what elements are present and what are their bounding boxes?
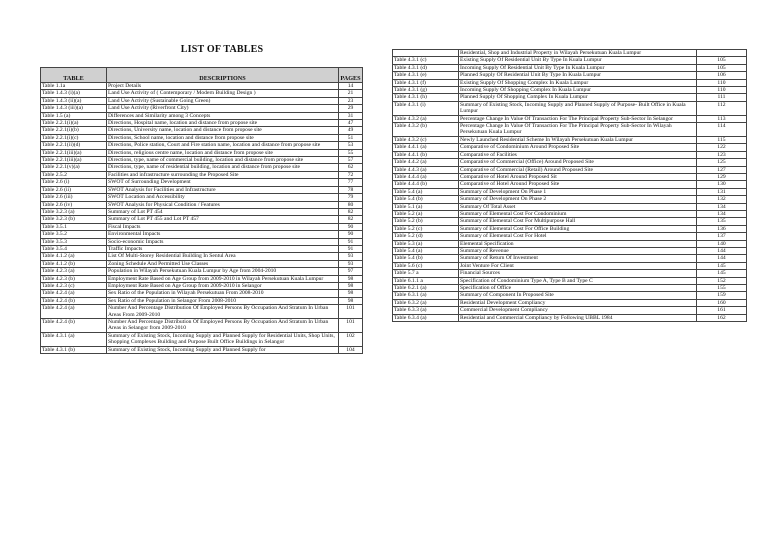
table-number-cell: Table 1.4.3 (i)(a) xyxy=(41,90,107,97)
description-cell: Existing Supply Of Shopping Complex In Kuala Lumpur xyxy=(459,79,697,86)
table-number-cell: Table 5.1 (a) xyxy=(393,203,459,210)
table-number-cell: Table 2.6 (ii) xyxy=(41,186,107,193)
page-cell: 123 xyxy=(697,151,747,158)
table-row xyxy=(393,64,747,71)
table-number-cell: Table 6.1.1 a xyxy=(393,277,459,284)
page-cell: 140 xyxy=(697,240,747,247)
table-number-cell: Table 6.3.1 (a) xyxy=(393,292,459,299)
description-cell: List Of Multi-Storey Residential Building In Sentul Area xyxy=(107,253,339,260)
page-cell: 91 xyxy=(339,245,363,252)
description-cell: Summary of Lot PT 454 xyxy=(107,208,339,215)
table-number-cell: Table 4.2.4 (a) xyxy=(41,305,107,319)
page-cell: 161 xyxy=(697,307,747,314)
table-row xyxy=(393,314,747,321)
table-number-cell: Table 4.2.4 (a) xyxy=(41,290,107,297)
table-number-cell: Table 3.5.3 xyxy=(41,238,107,245)
page-cell: 31 xyxy=(339,112,363,119)
table-row xyxy=(41,127,363,134)
page-cell: 98 xyxy=(339,297,363,304)
table-row xyxy=(41,186,363,193)
page-cell: 51 xyxy=(339,134,363,141)
description-cell: Sex Ratio of the Population in Wilayah Persekutuan From 2008-2010 xyxy=(107,290,339,297)
description-cell: Directions, School name, location and distance from propose site xyxy=(107,134,339,141)
page-cell: 90 xyxy=(339,231,363,238)
table-row xyxy=(393,247,747,254)
table-row xyxy=(41,112,363,119)
table-number-cell: Table 4.3.1 (f) xyxy=(393,79,459,86)
description-cell: Summary of Existing Stock, Incoming Supply and Planned Supply for Residential Units, Shop Units, Shopping Complexes Building and Purpose Built Office Buildings in Selangor xyxy=(107,332,339,346)
description-cell: Comparative of Commercial (Office) Around Proposed Site xyxy=(459,159,697,166)
table-row xyxy=(41,171,363,178)
table-number-cell: Table 5.2 (d) xyxy=(393,233,459,240)
page-cell: 105 xyxy=(697,57,747,64)
page-cell: 155 xyxy=(697,285,747,292)
table-number-cell: Table 2.2.1(v)(a) xyxy=(41,164,107,171)
description-cell: Sex Ratio of the Population in Selangor From 2008-2010 xyxy=(107,297,339,304)
page-cell: 125 xyxy=(697,159,747,166)
table-number-cell: Table 3.5.4 xyxy=(41,245,107,252)
table-number-cell: Table 4.2.4 (b) xyxy=(41,297,107,304)
page-cell: 57 xyxy=(339,157,363,164)
page-cell: 101 xyxy=(339,319,363,333)
table-row xyxy=(393,159,747,166)
page-cell: 49 xyxy=(339,127,363,134)
page-cell: 106 xyxy=(697,72,747,79)
page-title: LIST OF TABLES xyxy=(180,44,264,55)
table-number-cell: Table 5.4 (b) xyxy=(393,255,459,262)
description-cell: SWOT Analysis for Physical Condition / Features xyxy=(107,201,339,208)
description-cell: Directions, religious centre name, location and distance from propose site xyxy=(107,149,339,156)
table-row xyxy=(393,299,747,306)
page-cell: 144 xyxy=(697,247,747,254)
description-cell: Residential Development Compliancy xyxy=(459,299,697,306)
table-row xyxy=(393,285,747,292)
description-cell: Planned Supply Of Residential Unit By Type In Kuala Lumpur xyxy=(459,72,697,79)
table-number-cell: Table 2.2.1(ii)(d) xyxy=(41,142,107,149)
table-number-cell: Table 2.6 (iii) xyxy=(41,194,107,201)
table-number-cell: Table 4.3.2 (b) xyxy=(393,123,459,137)
table-number-cell: Table 5.2 (a) xyxy=(393,210,459,217)
page-cell: 55 xyxy=(339,149,363,156)
table-row xyxy=(393,50,747,57)
page-cell: 112 xyxy=(697,101,747,115)
header-pages: PAGES xyxy=(339,68,363,83)
page-cell: 145 xyxy=(697,262,747,269)
table-row xyxy=(41,275,363,282)
table-row xyxy=(41,97,363,104)
description-cell: Financial Sources xyxy=(459,270,697,277)
page-cell: 14 xyxy=(339,83,363,90)
page-cell: 110 xyxy=(697,79,747,86)
table-number-cell: Table 1.5 (a) xyxy=(41,112,107,119)
page-cell: 47 xyxy=(339,120,363,127)
table-row xyxy=(41,194,363,201)
table-row xyxy=(41,83,363,90)
description-cell: Directions, Hospital name, location and distance from propose site xyxy=(107,120,339,127)
table-row xyxy=(41,120,363,127)
description-cell: Summary of Elemental Cost For Multipurpose Hall xyxy=(459,218,697,225)
page-cell: 162 xyxy=(697,314,747,321)
table-row xyxy=(41,216,363,223)
page-cell: 82 xyxy=(339,216,363,223)
table-row xyxy=(41,201,363,208)
table-row xyxy=(41,90,363,97)
page-cell: 144 xyxy=(697,255,747,262)
table-number-cell: Table 5.6 (c) xyxy=(393,262,459,269)
description-cell: Summary of Lot PT 455 and Lot PT 457 xyxy=(107,216,339,223)
description-cell: SWOT Location and Accessibility xyxy=(107,194,339,201)
description-cell: Elemental Specification xyxy=(459,240,697,247)
page-cell: 62 xyxy=(339,164,363,171)
table-row xyxy=(41,164,363,171)
description-cell: Zoning Schedule And Permitted Use Classes xyxy=(107,260,339,267)
table-row xyxy=(393,233,747,240)
table-number-cell: Table 6.3.3 (a) xyxy=(393,307,459,314)
header-row xyxy=(41,68,363,83)
left-table xyxy=(40,67,363,354)
description-cell: Existing Supply Of Residential Unit By Type In Kuala Lumpur xyxy=(459,57,697,64)
page-cell: 115 xyxy=(697,136,747,143)
table-row xyxy=(41,305,363,319)
page-cell: 80 xyxy=(339,201,363,208)
table-row xyxy=(41,297,363,304)
page-cell: 131 xyxy=(697,188,747,195)
table-row xyxy=(393,225,747,232)
description-cell: Number And Percentage Distribution Of Employed Persons By Occupation And Stratum In Urban Areas From 2009-2010 xyxy=(107,305,339,319)
page-cell: 79 xyxy=(339,194,363,201)
table-number-cell: Table 6.2.1 (a) xyxy=(393,285,459,292)
table-row xyxy=(41,179,363,186)
page-cell: 134 xyxy=(697,210,747,217)
page-cell: 104 xyxy=(339,346,363,353)
description-cell: Commercial Development Compliancy xyxy=(459,307,697,314)
table-number-cell: Table 4.3.1 (d) xyxy=(393,64,459,71)
page-cell: 78 xyxy=(339,186,363,193)
page-cell: 93 xyxy=(339,253,363,260)
table-row xyxy=(41,231,363,238)
description-cell: Socio-economic Impacts xyxy=(107,238,339,245)
header-table: TABLE xyxy=(41,68,107,83)
table-row xyxy=(393,188,747,195)
description-cell: Comparative of Condominium Around Proposed Site xyxy=(459,144,697,151)
table-number-cell: Table 4.3.1 (e) xyxy=(393,72,459,79)
page-cell: 114 xyxy=(697,123,747,137)
description-cell: Comparative of Commercial (Retail) Around Proposed Site xyxy=(459,166,697,173)
table-row xyxy=(393,166,747,173)
table-row xyxy=(41,149,363,156)
table-row xyxy=(41,332,363,346)
page-cell: 23 xyxy=(339,97,363,104)
table-row xyxy=(393,87,747,94)
table-number-cell: Table 4.3.1 (i) xyxy=(393,101,459,115)
description-cell: Incoming Supply Of Residential Unit By Type In Kuala Lumpur xyxy=(459,64,697,71)
description-cell: Summary of Elemental Cost For Condominium xyxy=(459,210,697,217)
description-cell: Directions, Police station, Court and Fire station name, location and distance from propose site xyxy=(107,142,339,149)
table-row xyxy=(393,79,747,86)
page-cell: 72 xyxy=(339,171,363,178)
table-number-cell: Table 4.3.1 (g) xyxy=(393,87,459,94)
table-number-cell: Table 4.2.4 (b) xyxy=(41,319,107,333)
page-cell: 97 xyxy=(339,268,363,275)
table-row xyxy=(393,210,747,217)
table-number-cell: Table 4.4.2 (a) xyxy=(393,159,459,166)
table-row xyxy=(393,173,747,180)
table-number-cell: Table 2.2.1(i)(c) xyxy=(41,134,107,141)
right-table xyxy=(392,49,747,322)
page-cell: 111 xyxy=(697,94,747,101)
description-cell: Comparative of Facilities xyxy=(459,151,697,158)
table-number-cell: Table 5.4 (b) xyxy=(393,196,459,203)
table-row xyxy=(393,72,747,79)
table-row xyxy=(41,346,363,353)
table-row xyxy=(393,307,747,314)
description-cell: Summary of Elemental Cost For Office Building xyxy=(459,225,697,232)
description-cell: Percentage Change In Value Of Transaction For The Principal Property Sub-Sector In Wilayah Persekutuan Kuala Lumpur xyxy=(459,123,697,137)
page-cell: 152 xyxy=(697,277,747,284)
page-cell: 160 xyxy=(697,299,747,306)
description-cell: Land Use Activity of ( Contemporary / Modern Building Design ) xyxy=(107,90,339,97)
description-cell: Directions, University name, location and distance from propose site xyxy=(107,127,339,134)
page-cell: 93 xyxy=(339,260,363,267)
table-number-cell: Table 5.2 (b) xyxy=(393,218,459,225)
description-cell: Specification of Office xyxy=(459,285,697,292)
page-cell: 127 xyxy=(697,166,747,173)
description-cell: SWOT Analysis for Facilities and Infrastructure xyxy=(107,186,339,193)
page-cell: 137 xyxy=(697,233,747,240)
table-row xyxy=(393,270,747,277)
table-number-cell: Table 5.7 a xyxy=(393,270,459,277)
description-cell: Joint Venture For Client xyxy=(459,262,697,269)
description-cell: Differences and Similarity among 3 Concepts xyxy=(107,112,339,119)
table-number-cell: Table 1.4.3 (iii)(a) xyxy=(41,105,107,112)
table-number-cell: Table 4.4.4 (b) xyxy=(393,181,459,188)
table-number-cell: Table 1.4.3 (ii)(a) xyxy=(41,97,107,104)
description-cell: Summary of Elemental Cost For Hotel xyxy=(459,233,697,240)
page-cell: 134 xyxy=(697,203,747,210)
page-cell: 105 xyxy=(697,64,747,71)
table-row xyxy=(41,134,363,141)
table-number-cell: Table 2.2.1(iii)(a) xyxy=(41,157,107,164)
page-cell: 29 xyxy=(339,105,363,112)
description-cell: Number And Percentage Distribution Of Employed Persons By Occupation And Stratum In Urban Areas in Selangor from 2009-2010 xyxy=(107,319,339,333)
table-number-cell: Table 4.3.2 (a) xyxy=(393,115,459,122)
header-descriptions: DESCRIPTIONS xyxy=(107,68,339,83)
table-number-cell: Table 4.1.2 (b) xyxy=(41,260,107,267)
page-cell: 98 xyxy=(339,290,363,297)
page-cell: 110 xyxy=(697,87,747,94)
table-row xyxy=(41,290,363,297)
description-cell: Planned Supply Of Shopping Complex In Kuala Lumpur xyxy=(459,94,697,101)
description-cell: Residential, Shop and Industrial Property in Wilayah Persekutuan Kuala Lumpur xyxy=(459,50,697,57)
table-row xyxy=(41,260,363,267)
table-row xyxy=(41,238,363,245)
description-cell: Newly Launched Residential Scheme In Wilayah Persekutuan Kuala Lumpur xyxy=(459,136,697,143)
table-row xyxy=(41,268,363,275)
table-number-cell: Table 2.6 (iv) xyxy=(41,201,107,208)
table-number-cell: Table 2.6 (i) xyxy=(41,179,107,186)
left-table-body xyxy=(41,83,363,354)
page-cell: 113 xyxy=(697,115,747,122)
page-cell xyxy=(697,50,747,57)
description-cell: Summary of Revenue xyxy=(459,247,697,254)
page-cell: 122 xyxy=(697,144,747,151)
description-cell: Employment Rate Based on Age Group from 2009-2010 in Wilayah Persekutuan Kuala Lumpur xyxy=(107,275,339,282)
table-number-cell: Table 4.2.3 (b) xyxy=(41,275,107,282)
table-number-cell: Table 6.3.2 (a) xyxy=(393,299,459,306)
description-cell: Summary of Development On Phase 2 xyxy=(459,196,697,203)
table-number-cell: Table 4.3.1 (a) xyxy=(41,332,107,346)
table-number-cell: Table 4.3.1 (b) xyxy=(41,346,107,353)
table-number-cell: Table 3.2.3 (b) xyxy=(41,216,107,223)
table-row xyxy=(41,282,363,289)
description-cell: Comparative of Hotel Around Proposed Site xyxy=(459,181,697,188)
table-number-cell: Table 4.2.3 (c) xyxy=(41,282,107,289)
description-cell: SWOT of Surrounding Development xyxy=(107,179,339,186)
table-number-cell: Table 2.2.1(i)(b) xyxy=(41,127,107,134)
description-cell: Land Use Activity (Riverfront City) xyxy=(107,105,339,112)
table-number-cell: Table 4.3.2 (c) xyxy=(393,136,459,143)
description-cell: Summary Of Total Asset xyxy=(459,203,697,210)
description-cell: Land Use Activity (Sustainable Going Green) xyxy=(107,97,339,104)
table-row xyxy=(393,292,747,299)
table-row xyxy=(41,142,363,149)
table-number-cell: Table 5.4 (a) xyxy=(393,247,459,254)
description-cell: Population in Wilayah Persekutuan Kuala Lumpur by Age from 2004-2010 xyxy=(107,268,339,275)
table-row xyxy=(41,157,363,164)
right-table-body xyxy=(393,50,747,322)
table-number-cell: Table 5.4 (a) xyxy=(393,188,459,195)
table-row xyxy=(393,101,747,115)
table-number-cell: Table 4.4.1 (b) xyxy=(393,151,459,158)
description-cell: Fiscal Impacts xyxy=(107,223,339,230)
page-cell: 90 xyxy=(339,223,363,230)
description-cell: Specification of Condominium Type A, Type B and Type C xyxy=(459,277,697,284)
description-cell: Summary of Development On Phase 1 xyxy=(459,188,697,195)
page-cell: 136 xyxy=(697,225,747,232)
table-number-cell: Table 3.5.1 xyxy=(41,223,107,230)
table-number-cell xyxy=(393,50,459,57)
table-number-cell: Table 3.5.2 xyxy=(41,231,107,238)
page-cell: 21 xyxy=(339,90,363,97)
table-row xyxy=(41,245,363,252)
description-cell: Directions, type, name of residential building, location and distance from propose site xyxy=(107,164,339,171)
table-row xyxy=(393,57,747,64)
page-cell: 159 xyxy=(697,292,747,299)
table-number-cell: Table 4.3.1 (c) xyxy=(393,57,459,64)
table-number-cell: Table 4.1.2 (a) xyxy=(41,253,107,260)
page-cell: 129 xyxy=(697,173,747,180)
page-cell: 98 xyxy=(339,275,363,282)
table-row xyxy=(41,253,363,260)
table-number-cell: Table 4.4.3 (a) xyxy=(393,166,459,173)
table-row xyxy=(41,208,363,215)
page-cell: 77 xyxy=(339,179,363,186)
table-row xyxy=(393,203,747,210)
page-cell: 53 xyxy=(339,142,363,149)
page-cell: 82 xyxy=(339,208,363,215)
table-row xyxy=(393,218,747,225)
description-cell: Percentage Change In Value Of Transaction For The Principal Property Sub-Sector In Selangor xyxy=(459,115,697,122)
table-number-cell: Table 4.2.3 (a) xyxy=(41,268,107,275)
description-cell: Residential and Commercial Compliancy by Following UBBL 1984 xyxy=(459,314,697,321)
description-cell: Facilities and infrastructure surrounding the Proposed Site xyxy=(107,171,339,178)
table-row xyxy=(41,223,363,230)
page-cell: 101 xyxy=(339,305,363,319)
table-row xyxy=(393,240,747,247)
table-number-cell: Table 4.4.4 (a) xyxy=(393,173,459,180)
table-number-cell: Table 4.4.1 (a) xyxy=(393,144,459,151)
description-cell: Environmental Impacts xyxy=(107,231,339,238)
description-cell: Summary of Component In Proposed Site xyxy=(459,292,697,299)
table-row xyxy=(41,105,363,112)
table-row xyxy=(41,319,363,333)
table-row xyxy=(393,181,747,188)
table-row xyxy=(393,196,747,203)
table-row xyxy=(393,136,747,143)
description-cell: Summary of Return Of Investment xyxy=(459,255,697,262)
description-cell: Summary of Existing Stock, Incoming Supply and Planned Supply for xyxy=(107,346,339,353)
table-row xyxy=(393,144,747,151)
page-cell: 135 xyxy=(697,218,747,225)
page-cell: 145 xyxy=(697,270,747,277)
table-number-cell: Table 4.3.1 (h) xyxy=(393,94,459,101)
page-cell: 102 xyxy=(339,332,363,346)
table-number-cell: Table 6.3.4 (a) xyxy=(393,314,459,321)
description-cell: Project Details xyxy=(107,83,339,90)
table-number-cell: Table 1.1a xyxy=(41,83,107,90)
description-cell: Comparative of Hotel Around Proposed Sit xyxy=(459,173,697,180)
page-cell: 91 xyxy=(339,238,363,245)
table-number-cell: Table 3.2.3 (a) xyxy=(41,208,107,215)
page-cell: 132 xyxy=(697,196,747,203)
table-number-cell: Table 2.2.1(i)(a) xyxy=(41,120,107,127)
page-cell: 130 xyxy=(697,181,747,188)
description-cell: Directions, type, name of commercial building, location and distance from propose site xyxy=(107,157,339,164)
table-number-cell: Table 5.2 (c) xyxy=(393,225,459,232)
page-cell: 98 xyxy=(339,282,363,289)
description-cell: Incoming Supply Of Shopping Complex In Kuala Lumpur xyxy=(459,87,697,94)
table-row xyxy=(393,277,747,284)
description-cell: Summary of Existing Stock, Incoming Supply and Planned Supply of Purpose- Built Office in Kuala Lumpur xyxy=(459,101,697,115)
table-row xyxy=(393,94,747,101)
description-cell: Traffic Impacts xyxy=(107,245,339,252)
table-row xyxy=(393,115,747,122)
table-row xyxy=(393,123,747,137)
table-number-cell: Table 2.2.1(iii)(a) xyxy=(41,149,107,156)
table-row xyxy=(393,151,747,158)
table-row xyxy=(393,262,747,269)
table-number-cell: Table 5.3 (a) xyxy=(393,240,459,247)
table-row xyxy=(393,255,747,262)
table-number-cell: Table 2.5.2 xyxy=(41,171,107,178)
description-cell: Employment Rate Based on Age Group from 2009-2010 in Selangor xyxy=(107,282,339,289)
